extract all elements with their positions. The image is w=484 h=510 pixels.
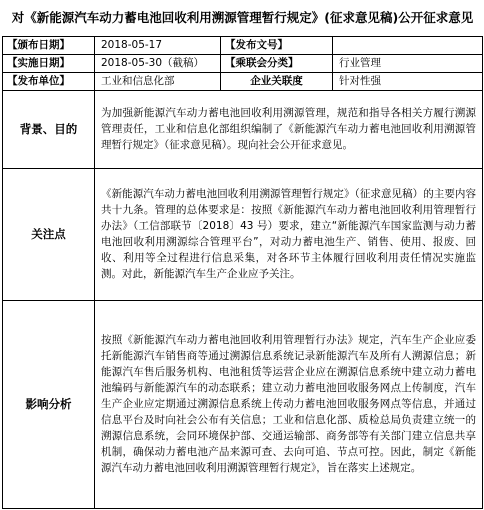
issuer-label: 【发布单位】 [3, 72, 95, 90]
relevance-value: 针对性强 [333, 72, 483, 90]
section-text-background: 为加强新能源汽车动力蓄电池回收利用溯源管理，规范和指导各相关方履行溯源管理责任，工业和信息化部组织编制了《新能源汽车动力蓄电池回收利用溯源管理暂行规定》（征求意见稿）。现向社会公开征求意见。 [95, 90, 483, 168]
doc-no-label: 【发布文号】 [221, 36, 333, 54]
policy-table [2, 0, 483, 509]
document-title: 对《新能源汽车动力蓄电池回收利用溯源管理暂行规定》(征求意见稿)公开征求意见 [3, 0, 483, 36]
publish-date-label: 【颁布日期】 [3, 36, 95, 54]
publish-date-value: 2018-05-17 [95, 36, 221, 54]
section-text-focus: 《新能源汽车动力蓄电池回收利用溯源管理暂行规定》（征求意见稿）的主要内容共十九条。管理的总体要求是：按照《新能源汽车动力蓄电池回收利用管理暂行办法》（工信部联节〔2018〕43 号）要求，建立“新能源汽车国家监测与动力蓄电池回收利用溯源综合管理平台”，对动力蓄电池生产、销售、使用、报废、回收、利用等全过程进行信息采集，对各环节主体履行回收利用责任情况实施监测。对此，新能源汽车生产企业应予关注。 [95, 168, 483, 300]
issuer-value: 工业和信息化部 [95, 72, 221, 90]
section-label-focus: 关注点 [3, 168, 95, 300]
effective-date-value: 2018-05-30（截稿） [95, 54, 221, 72]
category-label: 【乘联会分类】 [221, 54, 333, 72]
section-label-impact: 影响分析 [3, 300, 95, 508]
relevance-label: 企业关联度 [221, 72, 333, 90]
section-text-impact: 按照《新能源汽车动力蓄电池回收利用管理暂行办法》规定，汽车生产企业应委托新能源汽车销售商等通过溯源信息系统记录新能源汽车及所有人溯源信息；新能源汽车售后服务机构、电池租赁等运营企业应在溯源信息系统中建立动力蓄电池编码与新能源汽车的动态联系；建立动力蓄电池回收服务网点上传制度，汽车生产企业应定期通过溯源信息系统上传动力蓄电池回收服务网点等信息，并通过信息平台及时向社会公布有关信息；工业和信息化部、质检总局负责建立统一的溯源信息系统，会同环境保护部、交通运输部、商务部等有关部门建立信息共享机制，确保动力蓄电池产品来源可查、去向可追、节点可控。因此，制定《新能源汽车动力蓄电池回收利用溯源管理暂行规定》，旨在落实上述规定。 [95, 300, 483, 508]
category-value: 行业管理 [333, 54, 483, 72]
effective-date-label: 【实施日期】 [3, 54, 95, 72]
section-label-background: 背景、目的 [3, 90, 95, 168]
doc-no-value [333, 36, 483, 54]
